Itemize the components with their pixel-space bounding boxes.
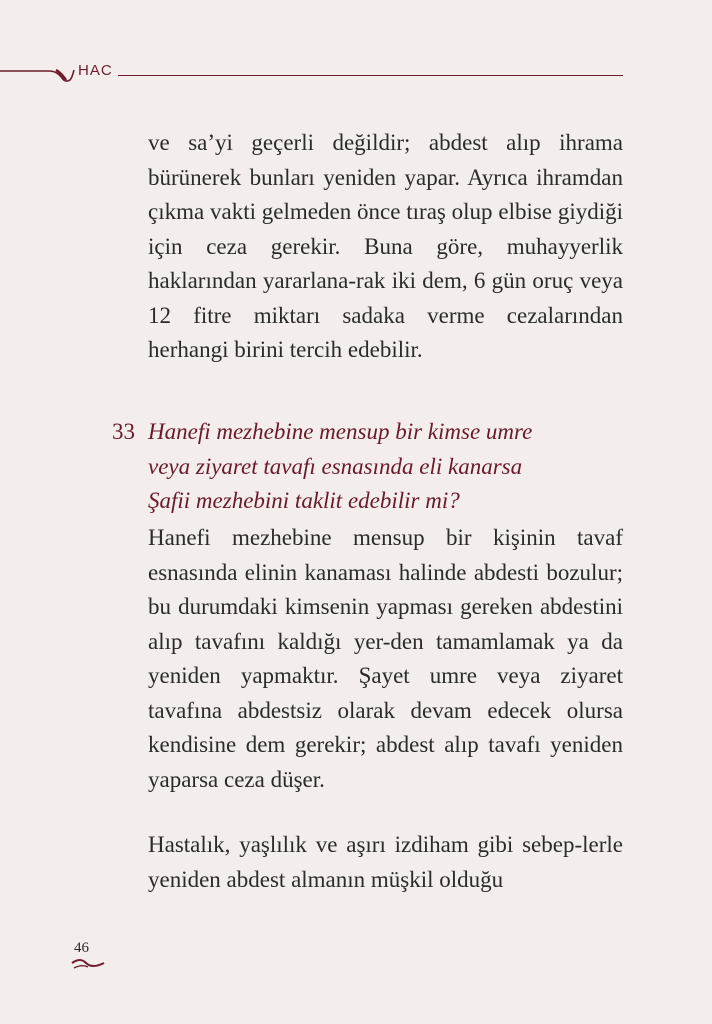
body-paragraph-1: ve sa’yi geçerli değildir; abdest alıp ihrama bürünerek bunları yeniden yapar. Ayrıca ihramdan çıkma vakti gelmeden önce tıraş olup elbise giydiği için ceza gerekir. Buna göre, muhayyerlik haklarından yararlana-rak iki dem, 6 gün oruç veya 12 fitre miktarı sadaka verme cezalarından herhangi birini tercih edebilir.: [148, 130, 623, 362]
header-title: HAC: [78, 62, 113, 79]
header-rule: [118, 75, 623, 76]
body-paragraph-2: Hanefi mezhebine mensup bir kişinin tavaf esnasında elinin kanaması halinde abdesti bozulur; bu durumdaki kimsenin yapması gereken abdestini alıp tavafını kaldığı yer-den tamamlamak ya da yeniden yapmaktır. Şayet umre veya ziyaret tavafına abdestsiz olarak devam edecek olursa kendisine dem gerekir; abdest alıp tavafı yeniden yaparsa ceza düşer.: [148, 525, 623, 792]
question-line-3: Şafii mezhebini taklit edebilir mi?: [148, 488, 460, 513]
page-number: 46: [74, 940, 89, 956]
question-line-1: Hanefi mezhebine mensup bir kimse umre: [148, 419, 533, 444]
body-paragraph-3: Hastalık, yaşlılık ve aşırı izdiham gibi sebep-lerle yeniden abdest almanın müşkil olduğu: [148, 832, 623, 892]
footer-ornament-icon: [70, 955, 110, 973]
running-header: [0, 58, 712, 88]
ornament-swash-icon: [0, 58, 80, 88]
question-heading: [112, 415, 632, 519]
question-line-2: veya ziyaret tavafı esnasında eli kanarsa: [148, 453, 523, 479]
question-number: 33: [112, 419, 135, 444]
